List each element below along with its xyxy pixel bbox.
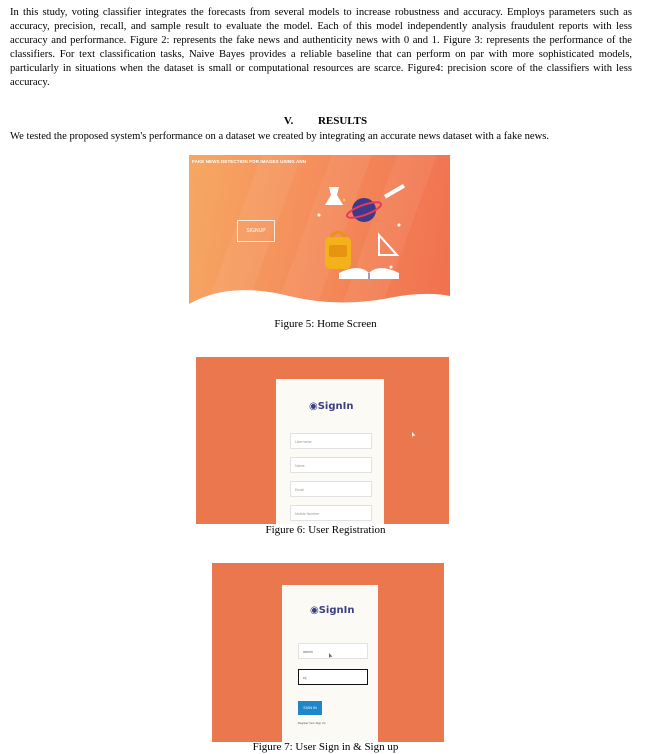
results-text: We tested the proposed system's performance on a dataset we created by integrating an accurate news dataset with a fake news. bbox=[10, 131, 550, 142]
section-title: RESULTS bbox=[317, 115, 368, 127]
intro-paragraph: In this study, voting classifier integrates the forecasts from several models to increase robustness and accuracy. Employs parameters such as accuracy, precision, recall, and sample result to evaluate the model. Each of this model independently analysis fraudulent reports with less accuracy and performance. Figure 2: represents the fake news and authenticity news with 0 and 1. Figure 3: represents the performance of the classifiers. For text classification tasks, Naive Bayes provides a reliable baseline that can perform on par with more sophisticated models, particularly in situations when the dataset is small or computational resources are scarce. Figure4: precision score of the classifiers with less accuracy. bbox=[10, 7, 632, 88]
username-field[interactable]: Username bbox=[290, 433, 372, 449]
education-illustration bbox=[309, 175, 409, 285]
wave-decoration bbox=[189, 276, 450, 316]
signin-button[interactable]: SIGN IN bbox=[298, 701, 322, 715]
mobile-number-field[interactable]: Mobile Number bbox=[290, 505, 372, 521]
section-number: V. bbox=[283, 115, 294, 127]
password-input[interactable]: ••| bbox=[298, 669, 368, 685]
cursor-icon bbox=[412, 432, 416, 437]
username-input[interactable]: admin bbox=[298, 643, 368, 659]
figure-home-screen bbox=[189, 155, 450, 316]
figure7-caption: Figure 7: User Sign in & Sign up bbox=[252, 741, 399, 753]
name-field[interactable]: Name bbox=[290, 457, 372, 473]
signup-button[interactable]: SIGNUP bbox=[237, 220, 275, 242]
figure6-caption: Figure 6: User Registration bbox=[265, 524, 386, 536]
signin-card bbox=[282, 585, 378, 742]
banner-title: FAKE NEWS DETECTION FOR IMAGES USING ANN bbox=[192, 159, 307, 164]
signin-title: ◉SignIn bbox=[309, 401, 354, 412]
signin-logo-icon: ◉ bbox=[309, 401, 318, 412]
figure5-caption: Figure 5: Home Screen bbox=[274, 318, 377, 330]
email-field[interactable]: Email bbox=[290, 481, 372, 497]
registration-card bbox=[276, 379, 384, 524]
section-heading bbox=[0, 115, 651, 127]
register-link[interactable]: Register here Sign Up bbox=[298, 721, 326, 725]
figure-user-signin bbox=[212, 563, 444, 742]
cursor-icon bbox=[329, 653, 333, 659]
signin-logo-icon: ◉ bbox=[310, 605, 319, 616]
figure-user-registration bbox=[196, 357, 449, 524]
signin-title: ◉SignIn bbox=[310, 605, 355, 616]
